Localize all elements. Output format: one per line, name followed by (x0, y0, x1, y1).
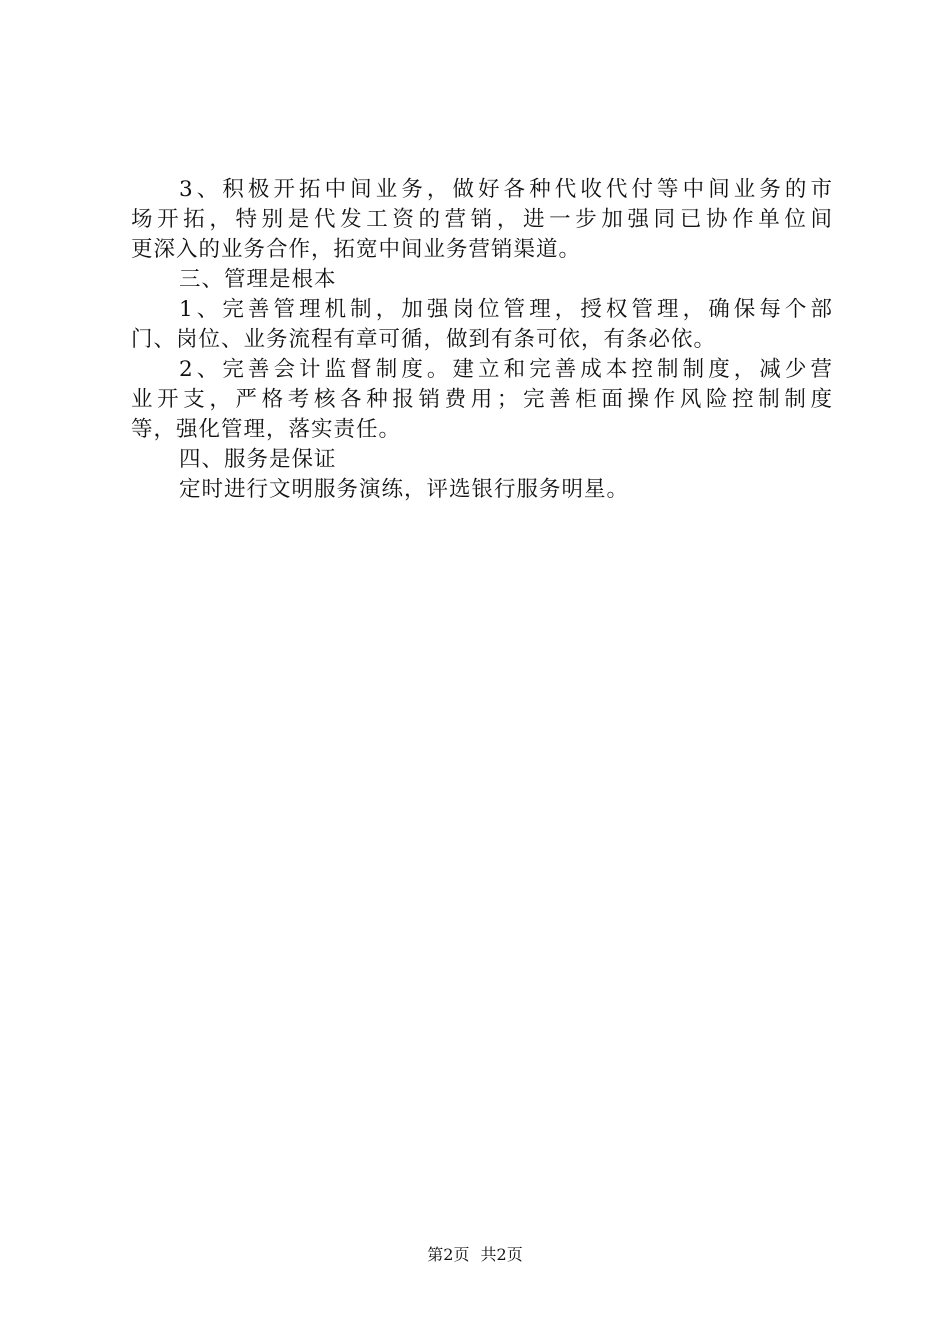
paragraph-management-mechanism (131, 295, 833, 355)
text-line: 更深入的业务合作，拓宽中间业务营销渠道。 (131, 237, 582, 262)
page-footer (0, 1244, 950, 1266)
paragraph-accounting-supervision (131, 355, 833, 445)
page-number-total: 共2页 (480, 1245, 523, 1264)
text-line: 场开拓，特别是代发工资的营销，进一步加强同已协作单位间 (131, 207, 833, 232)
section-heading-management (131, 265, 833, 295)
text-line: 定时进行文明服务演练，评选银行服务明星。 (179, 477, 630, 502)
page-number-current: 第2页 (427, 1245, 470, 1264)
section-heading-service (131, 445, 833, 475)
section-heading: 三、管理是根本 (179, 267, 337, 292)
text-line: 2、完善会计监督制度。建立和完善成本控制制度，减少营 (179, 357, 833, 382)
paragraph-service-drill (131, 475, 833, 505)
paragraph-intermediate-business (131, 175, 833, 265)
document-body (131, 175, 833, 505)
text-line: 1、完善管理机制，加强岗位管理，授权管理，确保每个部 (179, 297, 833, 322)
text-line: 等，强化管理，落实责任。 (131, 417, 402, 442)
text-line: 门、岗位、业务流程有章可循，做到有条可依，有条必依。 (131, 327, 717, 352)
text-line: 业开支，严格考核各种报销费用；完善柜面操作风险控制制度 (131, 387, 833, 412)
section-heading: 四、服务是保证 (179, 447, 337, 472)
text-line: 3、积极开拓中间业务，做好各种代收代付等中间业务的市 (179, 177, 833, 202)
